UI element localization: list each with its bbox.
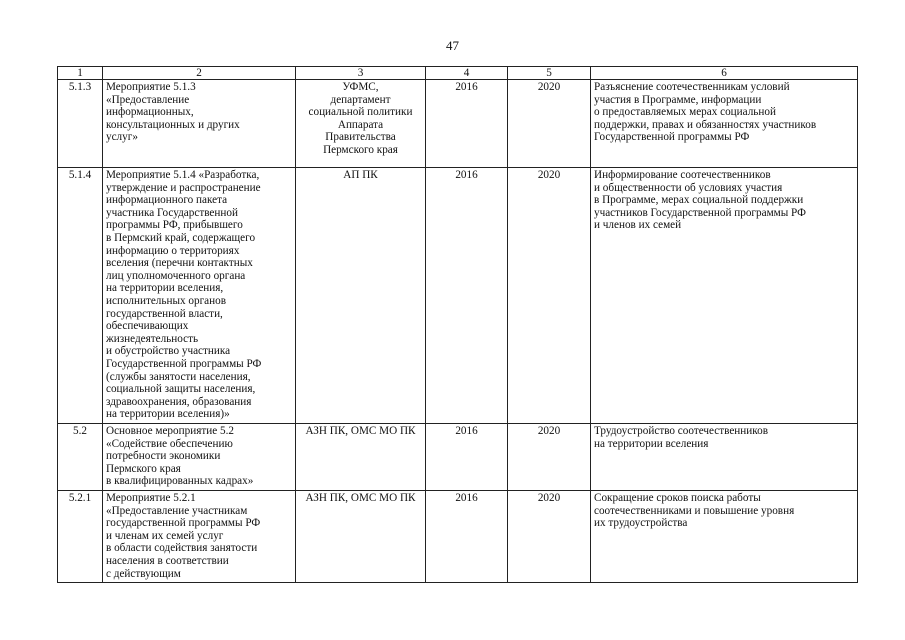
end-year: 2020 [508, 80, 591, 168]
event-name: Мероприятие 5.1.4 «Разработка, утверждение и распространение информационного пакета участника Государственной программы РФ, прибывшего в Пермский край, содержащего информацию о территориях вселения (перечни контактных лиц уполномоченного органа на территории вселения, исполнительных органов государственной власти, обеспечивающих жизнедеятельность и обустройство участника Государственной программы РФ (службы занятости населения, социальной защиты населения, здравоохранения, образования на территории вселения)» [103, 168, 296, 424]
program-events-table [57, 66, 858, 583]
table-row [58, 168, 858, 424]
event-name: Мероприятие 5.1.3 «Предоставление информационных, консультационных и других услуг» [103, 80, 296, 168]
table-header-row [58, 67, 858, 80]
row-number: 5.1.4 [58, 168, 103, 424]
end-year: 2020 [508, 168, 591, 424]
expected-result: Разъяснение соотечественникам условий участия в Программе, информации о предоставляемых мерах социальной поддержки, правах и обязанностях участников Государственной программы РФ [591, 80, 858, 168]
start-year: 2016 [426, 424, 508, 491]
expected-result: Трудоустройство соотечественников на территории вселения [591, 424, 858, 491]
row-number: 5.2.1 [58, 490, 103, 582]
executor: АЗН ПК, ОМС МО ПК [296, 490, 426, 582]
end-year: 2020 [508, 424, 591, 491]
column-header: 3 [296, 67, 426, 80]
end-year: 2020 [508, 490, 591, 582]
table-row [58, 490, 858, 582]
column-header: 2 [103, 67, 296, 80]
event-name: Мероприятие 5.2.1 «Предоставление участникам государственной программы РФ и членам их семей услуг в области содействия занятости населения в соответствии с действующим [103, 490, 296, 582]
executor: АП ПК [296, 168, 426, 424]
page-number: 47 [446, 38, 459, 53]
column-header: 6 [591, 67, 858, 80]
column-header: 4 [426, 67, 508, 80]
event-name: Основное мероприятие 5.2 «Содействие обеспечению потребности экономики Пермского края в квалифицированных кадрах» [103, 424, 296, 491]
executor: УФМС, департамент социальной политики Аппарата Правительства Пермского края [296, 80, 426, 168]
table-row [58, 424, 858, 491]
row-number: 5.2 [58, 424, 103, 491]
executor: АЗН ПК, ОМС МО ПК [296, 424, 426, 491]
row-number: 5.1.3 [58, 80, 103, 168]
start-year: 2016 [426, 80, 508, 168]
column-header: 5 [508, 67, 591, 80]
table-row [58, 80, 858, 168]
start-year: 2016 [426, 490, 508, 582]
column-header: 1 [58, 67, 103, 80]
expected-result: Информирование соотечественников и общественности об условиях участия в Программе, мерах социальной поддержки участников Государственной программы РФ и членов их семей [591, 168, 858, 424]
expected-result: Сокращение сроков поиска работы соотечественниками и повышение уровня их трудоустройства [591, 490, 858, 582]
start-year: 2016 [426, 168, 508, 424]
